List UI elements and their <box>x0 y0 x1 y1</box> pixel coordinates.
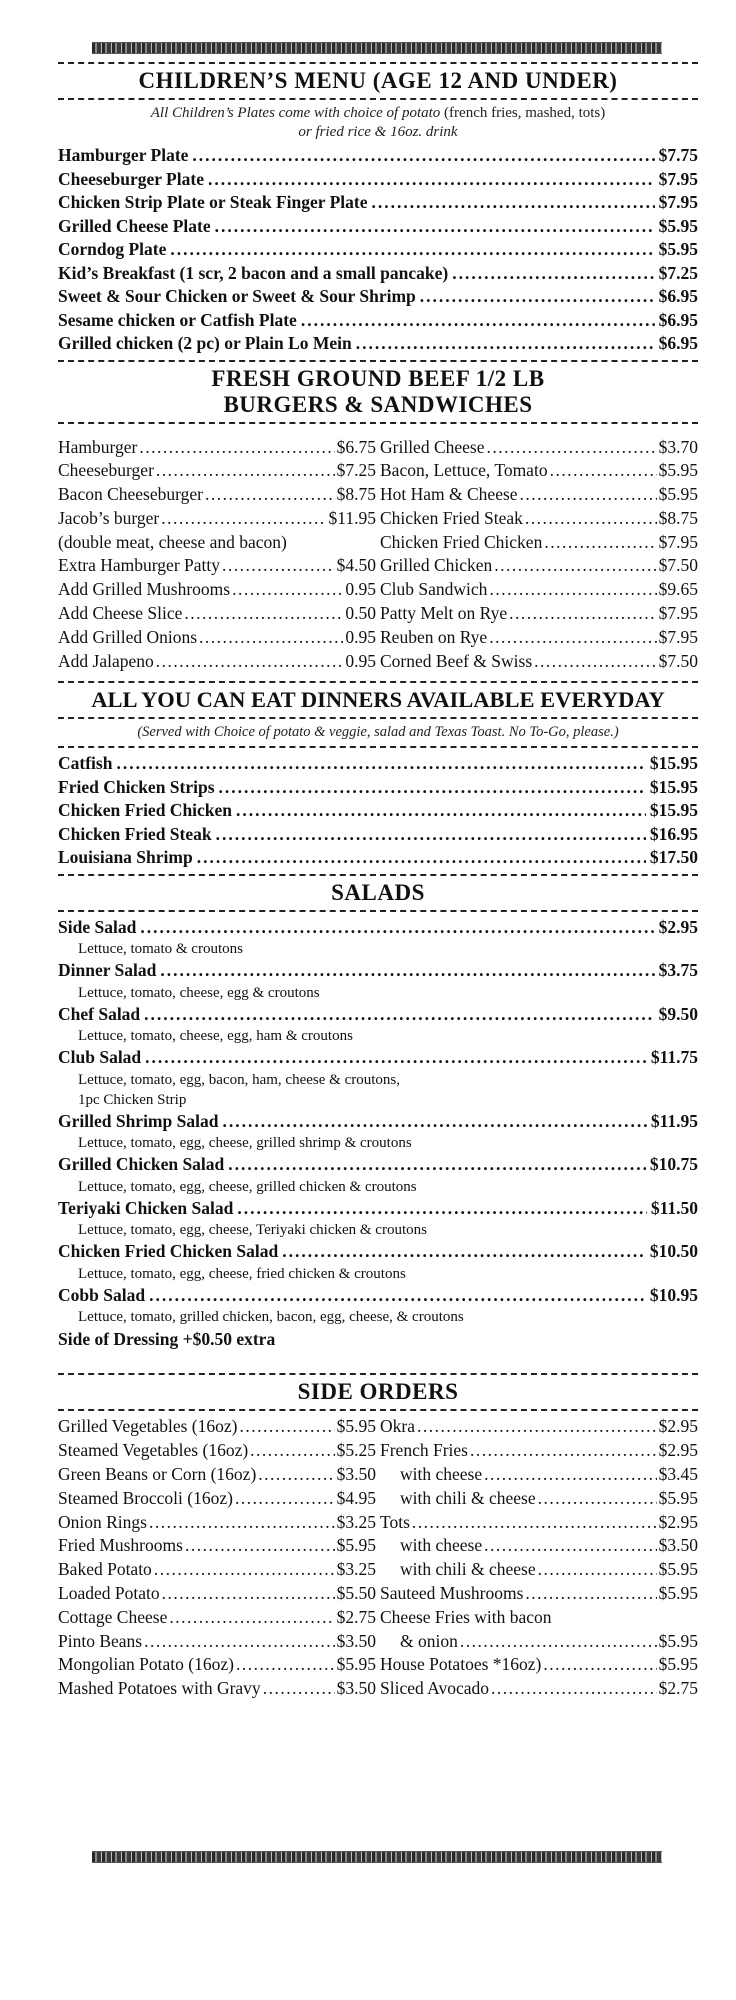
menu-item: French Fries ..... $2.95 <box>380 1439 698 1463</box>
menu-item: Grilled chicken (2 pc) or Plain Lo Mein ..... $6.95 <box>58 332 698 356</box>
menu-item: Chicken Strip Plate or Steak Finger Plate ..... $7.95 <box>58 191 698 215</box>
menu-item: Hamburger Plate ..... $7.75 <box>58 144 698 168</box>
menu-item: Sauteed Mushrooms ..... $5.95 <box>380 1582 698 1606</box>
menu-item: Chicken Fried Chicken Salad ..... $10.50 <box>58 1240 698 1264</box>
menu-item: Reuben on Rye ..... $7.95 <box>380 626 698 650</box>
menu-item: Patty Melt on Rye ..... $7.95 <box>380 602 698 626</box>
side-orders-title: SIDE ORDERS <box>297 1379 459 1405</box>
menu-item: Corned Beef & Swiss ..... $7.50 <box>380 650 698 674</box>
menu-item: Bacon Cheeseburger ..... $8.75 <box>58 483 376 507</box>
menu-item: Chicken Fried Chicken ..... $15.95 <box>58 799 698 823</box>
sides-left-column <box>58 1415 376 1701</box>
divider <box>58 874 698 876</box>
menu-item: Catfish ..... $15.95 <box>58 752 698 776</box>
divider <box>58 681 698 683</box>
menu-item: Sesame chicken or Catfish Plate ..... $6.95 <box>58 309 698 333</box>
menu-item: House Potatoes *16oz) ..... $5.95 <box>380 1653 698 1677</box>
menu-item: Steamed Vegetables (16oz) ..... $5.25 <box>58 1439 376 1463</box>
menu-item: Grilled Chicken ..... $7.50 <box>380 554 698 578</box>
burgers-title-line1: FRESH GROUND BEEF 1/2 LB <box>211 365 545 391</box>
menu-item: Loaded Potato ..... $5.50 <box>58 1582 376 1606</box>
salads-list <box>58 916 698 1352</box>
menu-item-note: (double meat, cheese and bacon) <box>58 531 287 552</box>
menu-item: Chicken Fried Steak ..... $16.95 <box>58 823 698 847</box>
menu-item: Dinner Salad ..... $3.75 <box>58 959 698 983</box>
header-scan-bar <box>92 42 662 54</box>
menu-item: Grilled Cheese Plate ..... $5.95 <box>58 215 698 239</box>
burgers-list <box>58 436 698 674</box>
dinners-title: ALL YOU CAN EAT DINNERS AVAILABLE EVERYDAY <box>91 687 665 713</box>
sides-right-column <box>380 1415 698 1701</box>
salads-title: SALADS <box>331 879 425 905</box>
burgers-left-column <box>58 436 376 674</box>
dinners-list <box>58 752 698 870</box>
menu-item: Grilled Cheese ..... $3.70 <box>380 436 698 460</box>
menu-item: Steamed Broccoli (16oz) ..... $4.95 <box>58 1487 376 1511</box>
menu-item-description: Lettuce, tomato & croutons <box>78 941 243 958</box>
menu-item: Sliced Avocado ..... $2.75 <box>380 1677 698 1701</box>
children-menu-title: CHILDREN’S MENU (AGE 12 AND UNDER) <box>138 68 618 93</box>
menu-item-description: 1pc Chicken Strip <box>78 1091 187 1108</box>
children-menu-note: All Children’s Plates come with choice of potato (french fries, mashed, tots) or fried rice & 16oz. drink <box>150 105 606 140</box>
menu-item-description: Lettuce, tomato, cheese, egg, ham & croutons <box>78 1028 353 1045</box>
menu-item: Louisiana Shrimp ..... $17.50 <box>58 846 698 870</box>
menu-item: Cobb Salad ..... $10.95 <box>58 1284 698 1308</box>
menu-item: Club Salad ..... $11.75 <box>58 1046 698 1070</box>
menu-item: Cheeseburger ..... $7.25 <box>58 459 376 483</box>
menu-item-description: Lettuce, tomato, egg, cheese, grilled shrimp & croutons <box>78 1135 412 1152</box>
children-menu-list <box>58 144 698 356</box>
menu-item: Tots ..... $2.95 <box>380 1511 698 1535</box>
menu-item-description: Lettuce, tomato, egg, cheese, Teriyaki chicken & croutons <box>78 1222 427 1239</box>
menu-item: Okra ..... $2.95 <box>380 1415 698 1439</box>
menu-item: Hot Ham & Cheese ..... $5.95 <box>380 483 698 507</box>
menu-item: with cheese ..... $3.45 <box>380 1463 698 1487</box>
divider <box>58 746 698 748</box>
menu-item: Side Salad ..... $2.95 <box>58 916 698 940</box>
footer-scan-bar <box>92 1851 662 1863</box>
menu-item: Mongolian Potato (16oz) ..... $5.95 <box>58 1653 376 1677</box>
menu-item-description: Lettuce, tomato, grilled chicken, bacon, egg, cheese, & croutons <box>78 1309 464 1326</box>
menu-item: Sweet & Sour Chicken or Sweet & Sour Shrimp ..... $6.95 <box>58 285 698 309</box>
menu-item: Grilled Chicken Salad ..... $10.75 <box>58 1153 698 1177</box>
burgers-right-column <box>380 436 698 674</box>
menu-item: Extra Hamburger Patty ..... $4.50 <box>58 554 376 578</box>
menu-item: Add Jalapeno ..... 0.95 <box>58 650 376 674</box>
menu-item: with chili & cheese ..... $5.95 <box>380 1487 698 1511</box>
menu-item-description: Lettuce, tomato, egg, cheese, grilled chicken & croutons <box>78 1178 417 1195</box>
burgers-title-line2: BURGERS & SANDWICHES <box>223 391 533 417</box>
dressing-note: Side of Dressing +$0.50 extra <box>58 1329 276 1350</box>
menu-item: Add Cheese Slice ..... 0.50 <box>58 602 376 626</box>
menu-item: Chef Salad ..... $9.50 <box>58 1003 698 1027</box>
menu-item: Corndog Plate ..... $5.95 <box>58 238 698 262</box>
menu-item-name: Cheese Fries with bacon <box>380 1606 552 1627</box>
divider <box>58 910 698 912</box>
divider <box>58 98 698 100</box>
menu-item-description: Lettuce, tomato, egg, cheese, fried chicken & croutons <box>78 1265 406 1282</box>
menu-item-description: Lettuce, tomato, egg, bacon, ham, cheese & croutons, <box>78 1071 400 1088</box>
menu-item: Add Grilled Mushrooms ..... 0.95 <box>58 578 376 602</box>
divider <box>58 1373 698 1375</box>
menu-item: Jacob’s burger ..... $11.95 <box>58 507 376 531</box>
menu-item: with cheese ..... $3.50 <box>380 1534 698 1558</box>
menu-item: Hamburger ..... $6.75 <box>58 436 376 460</box>
menu-page <box>58 0 698 1701</box>
menu-item: with chili & cheese ..... $5.95 <box>380 1558 698 1582</box>
menu-item: Add Grilled Onions ..... 0.95 <box>58 626 376 650</box>
divider <box>58 717 698 719</box>
menu-item: Green Beans or Corn (16oz) ..... $3.50 <box>58 1463 376 1487</box>
menu-item: Club Sandwich ..... $9.65 <box>380 578 698 602</box>
menu-item: Chicken Fried Chicken ..... $7.95 <box>380 531 698 555</box>
menu-item-description: Lettuce, tomato, cheese, egg & croutons <box>78 984 320 1001</box>
divider <box>58 422 698 424</box>
side-orders-list <box>58 1415 698 1701</box>
menu-item: Grilled Vegetables (16oz) ..... $5.95 <box>58 1415 376 1439</box>
divider <box>58 360 698 362</box>
menu-item: Cheeseburger Plate ..... $7.95 <box>58 168 698 192</box>
menu-item: Grilled Shrimp Salad ..... $11.95 <box>58 1110 698 1134</box>
menu-item: Fried Chicken Strips ..... $15.95 <box>58 776 698 800</box>
menu-item: Onion Rings ..... $3.25 <box>58 1511 376 1535</box>
menu-item: Pinto Beans ..... $3.50 <box>58 1630 376 1654</box>
menu-item: Fried Mushrooms ..... $5.95 <box>58 1534 376 1558</box>
menu-item: Bacon, Lettuce, Tomato ..... $5.95 <box>380 459 698 483</box>
divider <box>58 1409 698 1411</box>
menu-item: Kid’s Breakfast (1 scr, 2 bacon and a small pancake) ..... $7.25 <box>58 262 698 286</box>
divider <box>58 62 698 64</box>
menu-item: Baked Potato ..... $3.25 <box>58 1558 376 1582</box>
menu-item: Chicken Fried Steak ..... $8.75 <box>380 507 698 531</box>
menu-item: Cottage Cheese ..... $2.75 <box>58 1606 376 1630</box>
menu-item: & onion ..... $5.95 <box>380 1630 698 1654</box>
menu-item: Mashed Potatoes with Gravy ..... $3.50 <box>58 1677 376 1701</box>
dinners-note: (Served with Choice of potato & veggie, salad and Texas Toast. No To-Go, please.) <box>137 724 619 741</box>
menu-item: Teriyaki Chicken Salad ..... $11.50 <box>58 1197 698 1221</box>
